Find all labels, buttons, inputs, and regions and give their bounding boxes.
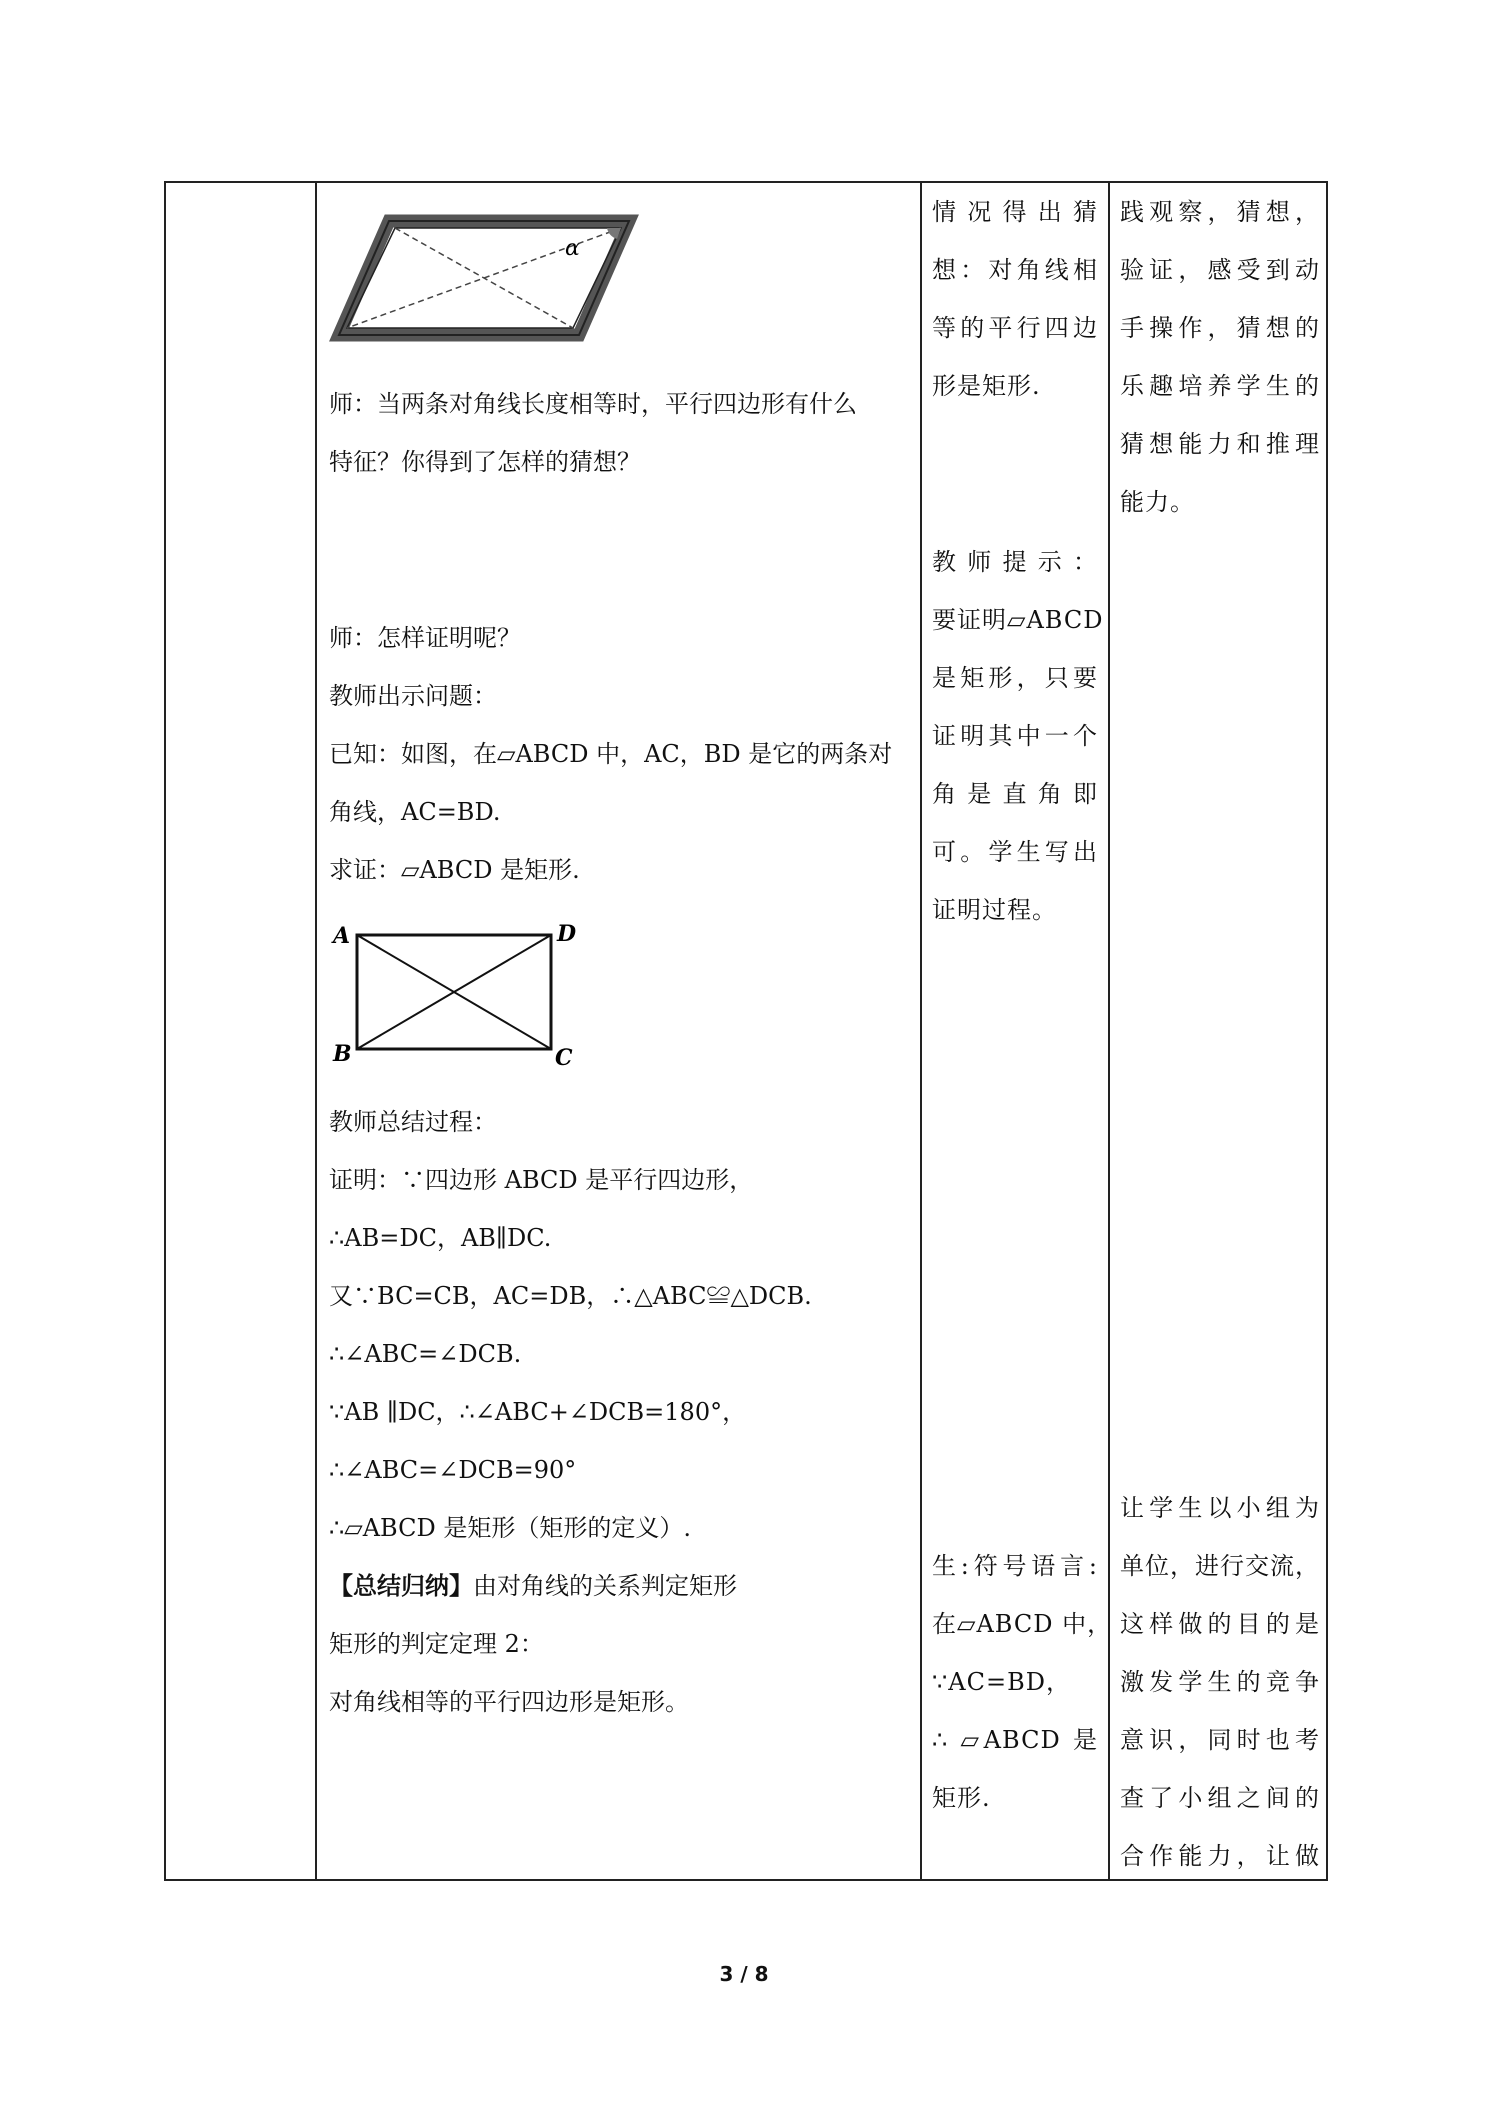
prove-statement: 求证：▱ABCD 是矩形. (329, 856, 580, 884)
theorem-statement: 对角线相等的平行四边形是矩形。 (329, 1688, 689, 1716)
intent-line: 猜想能力和推理 (1120, 430, 1320, 458)
intent-line: 手操作，猜想的 (1120, 314, 1320, 342)
vertex-label-d: D (557, 921, 577, 947)
proof-line-6: ∴∠ABC=∠DCB=90° (329, 1456, 577, 1484)
summary-label: 【总结归纳】 (329, 1571, 473, 1600)
activity-line: 角是直角即 (932, 780, 1098, 808)
proof-line-5: ∵AB ∥DC，∴∠ABC+∠DCB=180°， (329, 1398, 747, 1426)
activity-line: ∴ ▱ABCD 是 (932, 1726, 1098, 1754)
summary-heading: 教师总结过程： (329, 1108, 497, 1136)
vertex-label-c: C (555, 1045, 573, 1069)
activity-line: 想：对角线相 (932, 256, 1098, 284)
teacher-question-line-1: 师：当两条对角线长度相等时，平行四边形有什么 (329, 390, 857, 418)
intent-line: 能力。 (1120, 488, 1195, 516)
proof-line-2: ∴AB=DC，AB∥DC. (329, 1224, 552, 1252)
intent-line: 乐趣培养学生的 (1120, 372, 1320, 400)
problem-heading: 教师出示问题： (329, 682, 497, 710)
activity-line: 在▱ABCD 中， (932, 1610, 1113, 1638)
activity-cell (920, 183, 1113, 1879)
vertex-label-b: B (333, 1041, 352, 1067)
intent-line: 单位，进行交流， (1120, 1552, 1320, 1580)
rectangle-abcd-figure (329, 919, 579, 1069)
intent-line: 验证，感受到动 (1120, 256, 1320, 284)
intent-line: 合作能力，让做 (1120, 1842, 1320, 1870)
activity-line: 证明过程。 (932, 896, 1057, 924)
parallelogram-frame-figure (329, 213, 639, 343)
activity-line: 教师提示： (932, 548, 1098, 576)
teacher-question-line-2: 特征？你得到了怎样的猜想？ (329, 448, 641, 476)
page-number: 3 / 8 (719, 1962, 769, 1986)
intent-line: 意识，同时也考 (1120, 1726, 1320, 1754)
vertex-label-a: A (333, 923, 351, 949)
activity-line: 证明其中一个 (932, 722, 1098, 750)
activity-line: 可。学生写出 (932, 838, 1098, 866)
given-line-1: 已知：如图，在▱ABCD 中，AC，BD 是它的两条对 (329, 740, 893, 768)
activity-line: ∵AC=BD， (932, 1668, 1071, 1696)
activity-line: 要证明▱ABCD (932, 606, 1104, 634)
angle-label: α (565, 236, 580, 261)
activity-line: 生:符号语言: (932, 1552, 1098, 1580)
theorem-title: 矩形的判定定理 2： (329, 1630, 544, 1658)
activity-line: 矩形. (932, 1784, 991, 1812)
intent-line: 践观察，猜想， (1120, 198, 1320, 226)
activity-line: 形是矩形. (932, 372, 1041, 400)
teacher-prompt: 师：怎样证明呢？ (329, 624, 521, 652)
summary-text: 由对角线的关系判定矩形 (473, 1572, 737, 1600)
proof-conclusion: ∴▱ABCD 是矩形（矩形的定义）. (329, 1514, 692, 1542)
activity-line: 情况得出猜 (932, 198, 1098, 226)
intent-line: 让学生以小组为 (1120, 1494, 1320, 1522)
teaching-content-cell (315, 183, 920, 1879)
lesson-table (164, 181, 1328, 1881)
proof-line-1: 证明：∵四边形 ABCD 是平行四边形， (329, 1166, 754, 1194)
activity-line: 等的平行四边 (932, 314, 1098, 342)
activity-line: 是矩形，只要 (932, 664, 1098, 692)
intent-line: 查了小组之间的 (1120, 1784, 1320, 1812)
given-line-2: 角线，AC=BD. (329, 798, 501, 826)
intent-line: 激发学生的竞争 (1120, 1668, 1320, 1696)
column-1-cell (166, 183, 315, 1879)
summary-line (329, 1571, 910, 1601)
proof-line-3: 又∵BC=CB，AC=DB，∴△ABC≌△DCB. (329, 1282, 812, 1310)
proof-line-4: ∴∠ABC=∠DCB. (329, 1340, 522, 1368)
design-intent-cell (1108, 183, 1330, 1879)
intent-line: 这样做的目的是 (1120, 1610, 1320, 1638)
